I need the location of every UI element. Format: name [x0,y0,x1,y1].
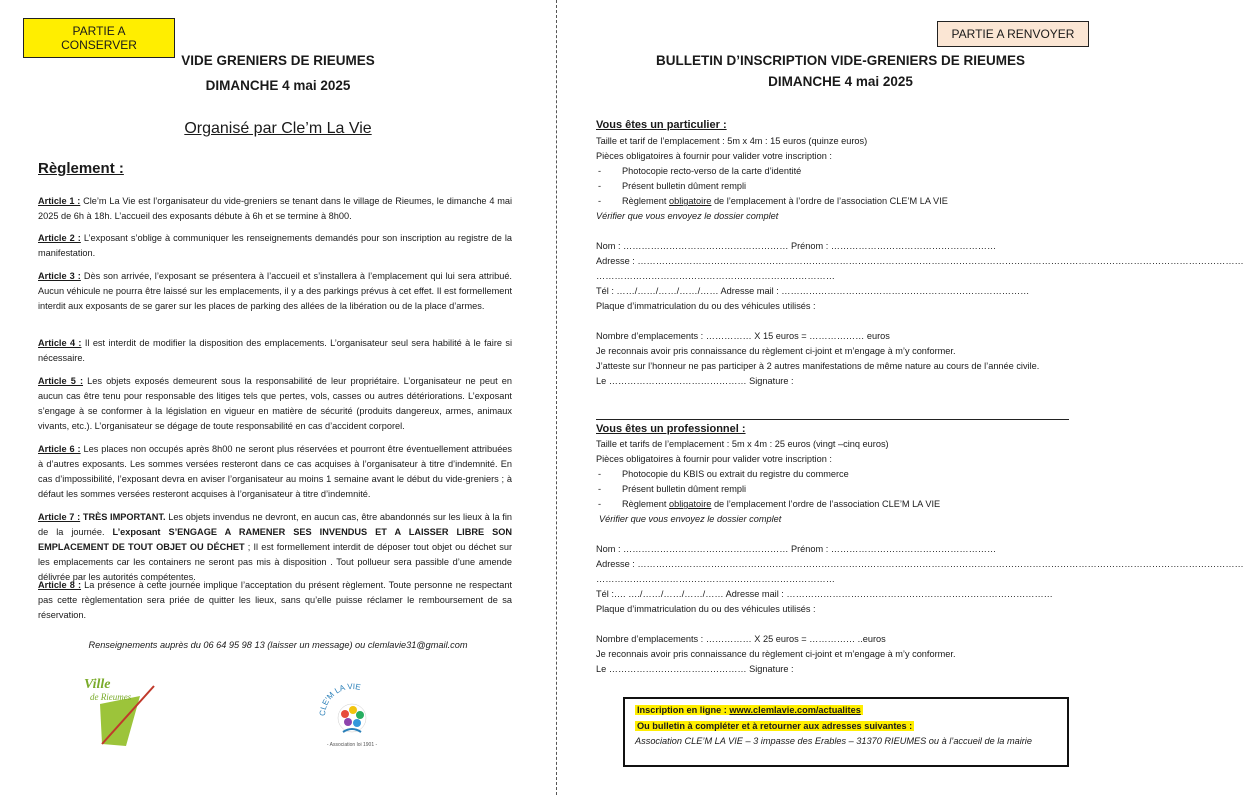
particulier-adresse2-field[interactable]: …………………………………………………………………… [596,271,835,281]
professionnel-pieces: Pièces obligatoires à fournir pour valider votre inscription : [596,454,832,464]
bulletin-instructions: Ou bulletin à compléter et à retourner aux adresses suivantes : [637,721,913,731]
article-3 [38,269,512,314]
particulier-item: - Présent bulletin dûment rempli [598,181,747,191]
professionnel-verify: Vérifier que vous envoyez le dossier complet [599,514,782,524]
article-text: Les places non occupés après 8h00 ne seront plus réservées et pourront être éventuellement attribuées à d’autres exposants. Les sommes versées resteront dans ce cas acquises à l’organisateur à titre d’indemnité. En cas d’impossibilité, l’exposant devra en aviser l’organisateur au moins 1 semaine avant le début du vide-greniers ; à défaut les sommes versées resteront acquises à l’organisateur à titre d’indemnité. [38,444,513,499]
particulier-item: - Photocopie recto-verso de la carte d’identité [598,166,802,176]
cut-line-divider [556,0,557,795]
article-label: Article 6 : [38,444,81,454]
article-label: Article 4 : [38,338,82,348]
particulier-adresse-field[interactable]: Adresse : ……………………………………………………………………………………………………………………………………………………………………………… [596,256,1244,266]
professionnel-tel-field[interactable]: Tél :…. …./……/……/……/…… Adresse mail : …………………………………………………………………………… [596,589,1053,599]
professionnel-adresse2-field[interactable]: …………………………………………………………………… [596,574,835,584]
left-date: DIMANCHE 4 mai 2025 [205,78,351,93]
professionnel-item: - Photocopie du KBIS ou extrait du registre du commerce [598,469,849,479]
inscription-info-box [623,697,1069,767]
online-inscription: Inscription en ligne : www.clemlavie.com/actualites [637,705,861,715]
bulletin-title: BULLETIN D’INSCRIPTION VIDE-GRENIERS DE RIEUMES [655,53,1026,68]
professionnel-heading: Vous êtes un professionnel : [596,423,746,435]
partie-renvoyer-tag: PARTIE A RENVOYER [937,21,1089,47]
contact-info: Renseignements auprès du 06 64 95 98 13 (laisser un message) ou clemlavie31@gmail.com [88,640,468,650]
article-1 [38,194,512,224]
article-2 [38,231,512,261]
organized-by: Organisé par Cle’m La Vie [184,120,372,137]
particulier-pieces: Pièces obligatoires à fournir pour valider votre inscription : [596,151,832,161]
particulier-signature-field[interactable]: Le ……………………………………… Signature : [596,376,794,386]
article-7 [38,510,512,585]
svg-text:de Rieumes: de Rieumes [90,692,132,702]
professionnel-nom-field[interactable]: Nom : ……………………………………………… Prénom : ……………………………………………… [596,544,997,554]
article-text: Dès son arrivée, l’exposant se présentera à l’accueil et s’installera à l’emplacement qui lui sera attribué. Aucun véhicule ne pourra être laissé sur les emplacements, il y a des parkings prévus à cet effet. Il est formellement interdit aux exposants de se garer sur les places de parking des allées de la libération ou de la place d’armes. [38,271,512,311]
article-6 [38,442,512,502]
clem-la-vie-logo [315,678,390,753]
association-address: Association CLE’M LA VIE – 3 impasse des Erables – 31370 RIEUMES ou à l’accueil de la mairie [635,736,1032,746]
reglement-title: Règlement : [38,160,124,177]
ville-de-rieumes-logo [82,674,162,754]
particulier-nombre-field[interactable]: Nombre d’emplacements : …………… X 15 euros = ……………… euros [596,331,890,341]
right-page-renvoyer [558,0,1244,795]
article-label: Article 2 : [38,233,81,243]
article-label: Article 5 : [38,376,84,386]
partie-conserver-tag: PARTIE A CONSERVER [23,18,175,58]
article-8 [38,578,512,623]
professionnel-item: - Présent bulletin dûment rempli [598,484,747,494]
professionnel-reconnais: Je reconnais avoir pris connaissance du règlement ci-joint et m’engage à m’y conformer. [596,649,956,659]
article-text: Les objets invendus ne devront, en aucun cas, être abandonnés sur les lieux à la fin de la journée. [38,512,512,537]
particulier-reconnais: Je reconnais avoir pris connaissance du règlement ci-joint et m’engage à m’y conformer. [596,346,956,356]
article-label: Article 8 : [38,580,82,590]
section-separator [596,419,1069,420]
particulier-heading: Vous êtes un particulier : [596,119,727,131]
particulier-plaque-field[interactable]: Plaque d’immatriculation du ou des véhicules utilisés : [596,301,816,311]
particulier-item: - Règlement obligatoire de l’emplacement à l’ordre de l’association CLE’M LA VIE [598,196,948,206]
article-label: Article 3 : [38,271,81,281]
particulier-tarif: Taille et tarif de l’emplacement : 5m x 4m : 15 euros (quinze euros) [596,136,868,146]
professionnel-nombre-field[interactable]: Nombre d’emplacements : …………… X 25 euros = …………… ..euros [596,634,886,644]
online-inscription-link[interactable]: www.clemlavie.com/actualites [729,705,861,715]
article-bold-engagement: L’exposant S’ENGAGE A RAMENER SES INVENDUS ET A LAISSER LIBRE SON EMPLACEMENT DE TOUT OBJET OU DÉCHET [38,527,512,552]
particulier-atteste: J’atteste sur l’honneur ne pas participer à 2 autres manifestations de même nature au cours de l’année civile. [596,361,1040,371]
professionnel-adresse-field[interactable]: Adresse : ……………………………………………………………………………………………………………………………………………………………………………… [596,559,1244,569]
article-5 [38,374,512,434]
article-text: La présence à cette journée implique l’acceptation du présent règlement. Toute personne ne respectant pas cette règlementation sera priée de quitter les lieux, sans qu’elle puisse réclamer le remboursement de sa réservation. [38,580,512,620]
bulletin-date: DIMANCHE 4 mai 2025 [768,74,913,89]
professionnel-plaque-field[interactable]: Plaque d’immatriculation du ou des véhicules utilisés : [596,604,816,614]
article-label: Article 1 : [38,196,81,206]
particulier-nom-field[interactable]: Nom : ……………………………………………… Prénom : ……………………………………………… [596,241,997,251]
svg-text:Ville: Ville [84,677,111,692]
article-label: Article 7 : [38,512,81,522]
svg-text:CLE'M LA VIE: CLE'M LA VIE [317,681,362,717]
article-bold-intro: TRÈS IMPORTANT. [80,512,166,522]
professionnel-tarif: Taille et tarifs de l’emplacement : 5m x 4m : 25 euros (vingt –cinq euros) [596,439,889,449]
professionnel-signature-field[interactable]: Le ……………………………………… Signature : [596,664,794,674]
professionnel-item: - Règlement obligatoire de l’emplacement l’ordre de l’association CLE’M LA VIE [598,499,941,509]
svg-text:- Association loi 1901 -: - Association loi 1901 - [326,742,378,748]
article-text: Les objets exposés demeurent sous la responsabilité de leur propriétaire. L’organisateur ne peut en aucun cas être tenu pour responsable des litiges tels que pertes, vols, casses ou autres détériorations. L’exposant s’engage à se conformer à la législation en vigueur en matière de sécurité (produits dangereux, armes, animaux vivants, etc.). L’organisateur se dégage de toute responsabilité en cas d’accident corporel. [38,376,513,431]
article-text: ; Il est formellement interdit de déposer tout objet ou déchet sur les emplacements car les containers ne seront pas mis à disposition . Tout pollueur sera passible d’une amende délivrée par les autorités compétentes. [38,542,513,582]
article-text: Il est interdit de modifier la disposition des emplacements. L’organisateur seul sera habilité à le faire si nécessaire. [38,338,513,363]
particulier-tel-field[interactable]: Tél : ……/……/……/……/…… Adresse mail : ……………………………………………………………………… [596,286,1030,296]
left-page-conserve [0,0,556,795]
article-4 [38,336,512,366]
left-title: VIDE GRENIERS DE RIEUMES [181,53,375,68]
particulier-verify: Vérifier que vous envoyez le dossier complet [596,211,779,221]
article-text: Cle’m La Vie est l’organisateur du vide-greniers se tenant dans le village de Rieumes, le dimanche 4 mai 2025 de 6h à 18h. L’accueil des exposants débute à 6h et se termine à 8h00. [38,196,512,221]
article-text: L’exposant s’oblige à communiquer les renseignements demandés pour son inscription au registre de la manifestation. [38,233,512,258]
